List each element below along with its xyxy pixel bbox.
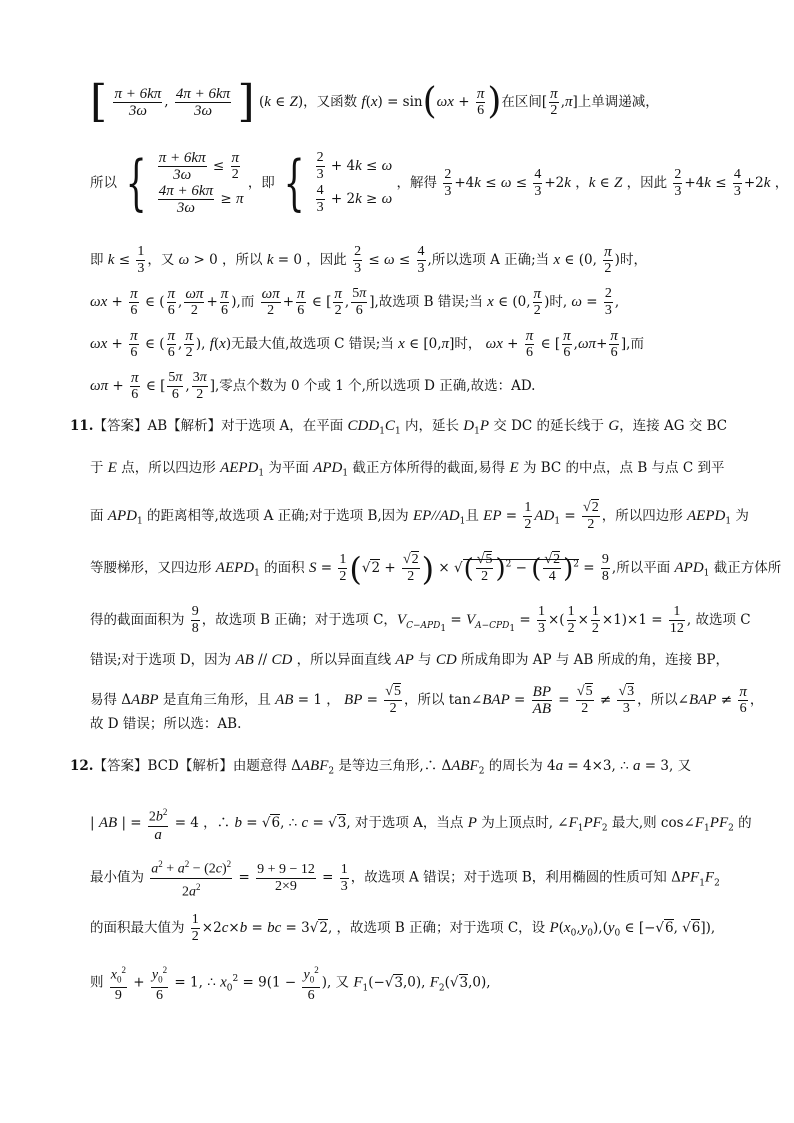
q12-number: 12. <box>70 758 94 774</box>
q11-line-3: 面 $APD_1$ 的距离相等,故选项 A 正确;对于选项 B,因为 $EP//AD_1$且 EP = $\frac{1}{2}$ $AD_1$ = $\frac{√2}{2}$ ，所以四边形 $AEPD_1$ 为 <box>90 500 749 532</box>
line-5: ωx + $\frac{\pi}{6}$ ∈ ( $\frac{\pi}{6}$ , $\frac{\pi}{2}$ ), f(x)无最大值,故选项 C 错误;当 x ∈ [0,π]时， ωx + $\frac{\pi}{6}$ ∈ [ $\frac{\pi}{6}$ ,ωπ+ $\frac{\pi}{6}$ ],而 <box>90 328 644 360</box>
q11-number: 11. <box>70 418 94 434</box>
line-1-text: (k ∈ Z)，又函数 f(x) = sin(ωx + $\frac{\pi}{6}$ )在区间[ $\frac{\pi}{2}$ ,π]上单调递减， <box>258 81 659 122</box>
q11-line-5: 得的截面面积为 $\frac{9}{8}$ ，故选项 B 正确；对于选项 C，$V_{C-APD_1} = V_{A-CPD_1}$ = $\frac{1}{3}$ ×( $\frac{1}{2}$ × $\frac{1}{2}$ ×1)×1 = $\frac{1}{12}$ , 故选项 C <box>90 604 751 636</box>
q11-line-2: 于 E 点，所以四边形 $AEPD_1$ 为平面 $APD_1$ 截正方体所得的截面,易得 E 为 BC 的中点，点 B 与点 C 到平 <box>90 460 725 479</box>
q11-line-7: 易得 ΔABP 是直角三角形，且 AB = 1 ， BP = $\frac{√5}{2}$ ，所以 tan∠BAP = $\frac{BP}{AB}$ = $\frac{√5}{2}$ ≠ $\frac{√3}{3}$ ，所以∠BAP ≠ $\frac{\pi}{6}$ ， <box>90 684 764 717</box>
q11-line-4: 等腰梯形，又四边形 $AEPD_1$ 的面积 S = $\frac{1}{2}$ (√2 + $\frac{√2}{2}$ ) × √( $\frac{√5}{2}$ )$^2$ − ( $\frac{√2}{4}$ )$^2$ = $\frac{9}{8}$ ,所以平面 $APD_1$ 截正方体所 <box>90 549 782 588</box>
q12-line-3: 最小值为 $\frac{a^2 + a^2 - (2c)^2}{2a^2}$ = $\frac{9 + 9 - 12}{2\times 9}$ = $\frac{1}{3}$ ，故选项 A 错误；对于选项 B，利用椭圆的性质可知 $\Delta PF_1F_2$ <box>90 856 724 900</box>
q11-line-8: 故 D 错误；所以选：AB. <box>90 716 242 732</box>
line-4: ωx + $\frac{\pi}{6}$ ∈ ( $\frac{\pi}{6}$ , $\frac{\omega\pi}{2}$ + $\frac{\pi}{6}$ ),而 $\frac{\omega\pi}{2}$ + $\frac{\pi}{6}$ ∈ [ $\frac{\pi}{2}$ , $\frac{5\pi}{6}$ ],故选项 B 错误;当 x ∈ (0, $\frac{\pi}{2}$ )时, ω = $\frac{2}{3}$ , <box>90 286 620 318</box>
q12-line-1: 12.【答案】BCD【解析】由题意得 $\Delta ABF_2$ 是等边三角形,∴ $\Delta ABF_2$ 的周长为 4a = 4×3, ∴ a = 3, 又 <box>70 758 692 777</box>
q11-line-1: 11.【答案】AB【解析】对于选项 A，在平面 $CDD_1C_1$ 内，延长 $D_1P$ 交 DC 的延长线于 G，连接 AG 交 BC <box>70 418 728 437</box>
q11-line-6: 错误;对于选项 D，因为 AB // CD ，所以异面直线 AP 与 CD 所成角即为 AP 与 AB 所成的角，连接 BP， <box>90 652 729 668</box>
q12-line-5: 则 $\frac{x_0^2}{9}$ + $\frac{y_0^2}{6}$ = 1, ∴ $x_0^2 = 9(1$ − $\frac{y_0^2}{6}$ ), 又 $F_1(-√3,0)$, $F_2(√3,0)$, <box>90 962 724 1004</box>
line-3: 即 k ≤ $\frac{1}{3}$ ，又 ω > 0 ，所以 k = 0 ，因此 $\frac{2}{3}$ ≤ ω ≤ $\frac{4}{3}$ ,所以选项 A 正确;当 x ∈ (0, $\frac{\pi}{2}$ )时， <box>90 244 647 276</box>
line-1: [ $\frac{\pi + 6k\pi}{3\omega}$ , $\frac{4\pi + 6k\pi}{3\omega}$ ] (k ∈ Z)，又函数 f(x) = sin(ωx + $\frac{\pi}{6}$ )在区间[ $\frac{\pi}{2}$ ,π]上单调递减， <box>90 76 659 127</box>
line-6: ωπ + $\frac{\pi}{6}$ ∈ [ $\frac{5\pi}{6}$ , $\frac{3\pi}{2}$ ],零点个数为 0 个或 1 个,所以选项 D 正确,故选：AD. <box>90 370 536 402</box>
q12-line-2: | AB | = $\frac{2b^2}{a}$ = 4 ，∴ b = √6, ∴ c = √3, 对于选项 A，当点 P 为上顶点时, $\angle F_1PF_2$ 最大,则 $\cos\angle F_1PF_2$ 的 <box>90 804 724 843</box>
line-2: 所以 { $\frac{\pi + 6k\pi}{3\omega}$ ≤ $\frac{\pi}{2}$ $\frac{4\pi + 6k\pi}{3\omega}$ ≥ π ，即 { $\frac{2}{3}$ + 4k ≤ ω $\frac{4}{3}$ + 2k ≥ ω ，解得 $\frac{2}{3}$ +4k ≤ ω ≤ $\frac{4}{3}$ +2k ，k ∈ Z ，因此 $\frac{2}{3}$ +4k ≤ $\frac{4}{3}$ +2k ， <box>90 148 789 218</box>
q12-line-4: 的面积最大值为 $\frac{1}{2}$ ×2c×b = bc = 3√2, ，故选项 B 正确；对于选项 C，设 $P(x_0,y_0),(y_0$ ∈ [−√6, √6]), <box>90 912 716 944</box>
